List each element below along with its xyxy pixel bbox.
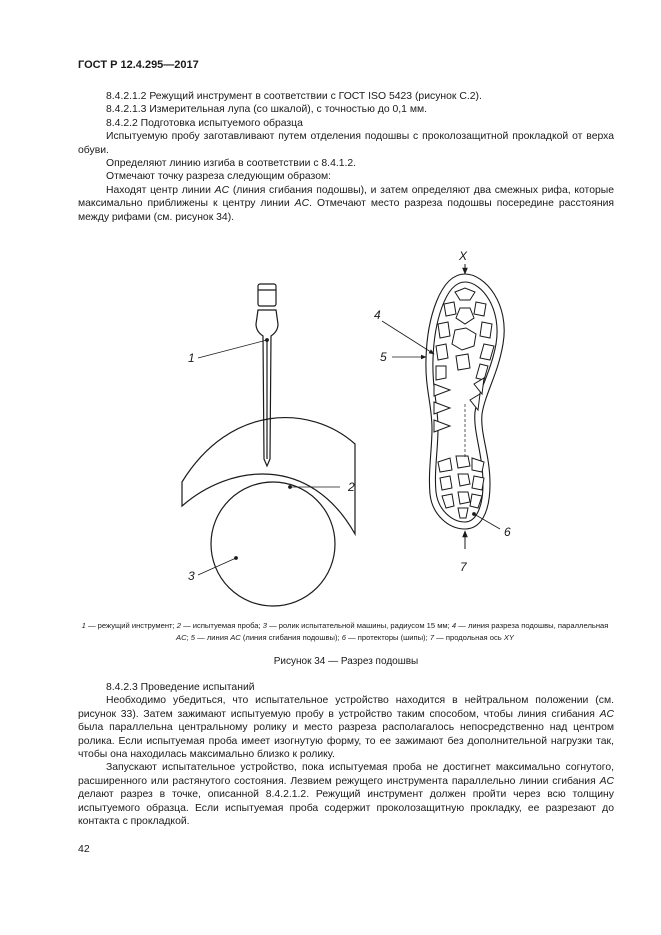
- label-7: 7: [460, 560, 467, 574]
- bottom-text-block: [78, 681, 614, 828]
- document-header: ГОСТ Р 12.4.295—2017: [78, 59, 199, 71]
- paragraph: 8.4.2.1.2 Режущий инструмент в соответствии с ГОСТ ISO 5423 (рисунок С.2).: [106, 91, 482, 102]
- section-heading: 8.4.2.3 Проведение испытаний: [106, 682, 255, 693]
- page-number: 42: [78, 843, 90, 855]
- paragraph: 8.4.2.2 Подготовка испытуемого образца: [106, 117, 303, 129]
- paragraph: Отмечают точку разреза следующим образом:: [106, 171, 332, 183]
- paragraph: Испытуемую пробу заготавливают путем отделения подошвы с проколозащитной прокладкой от верха обуви.: [78, 131, 614, 156]
- label-5: 5: [380, 350, 387, 364]
- protectors-heel: [438, 456, 484, 518]
- paragraph: Необходимо убедиться, что испытательное устройство находится в нейтральном положении (см. рисунок 33). Затем зажимают испытуемую пробу в устройство таким способом, чтобы линия сгибания AC была параллельна центральному ролику и место разреза располагалось непосредственно над центром ролика. Если испытуемая проба имеет изогнутую форму, то ее зажимают без дополнительной нагрузки так, чтобы она находилась максимально близко к ролику.: [78, 695, 614, 761]
- figure-title: Рисунок 34 — Разрез подошвы: [273, 656, 419, 667]
- sole-cut-diagram: [170, 244, 511, 583]
- label-4: 4: [374, 308, 381, 322]
- top-text-block: [78, 90, 614, 224]
- label-x: X: [459, 249, 468, 263]
- figure-34: [170, 244, 511, 583]
- paragraph: Находят центр линии AC (линия сгибания подошвы), и затем определяют два смежных рифа, которые максимально приближены к центру линии AC. Отмечают место разреза подошвы посередине расстояния между рифами (см. рисунок 34).: [78, 184, 614, 223]
- figure-legend: 1 — режущий инструмент; 2 — испытуемая проба; 3 — ролик испытательной машины, радиусом 15 мм; 4 — линия разреза подошвы, параллельная AC; 5 — линия AC (линия сгибания подошвы); 6 — протекторы (шипы); 7 — продольная ось XY: [81, 621, 609, 642]
- roller: [211, 482, 335, 606]
- cutting-tool: [256, 284, 278, 466]
- paragraph: 8.4.2.1.3 Измерительная лупа (со шкалой), с точностью до 0,1 мм.: [106, 104, 428, 116]
- paragraph: Определяют линию изгиба в соответствии с 8.4.1.2.: [106, 158, 357, 170]
- paragraph: Запускают испытательное устройство, пока испытуемая проба не достигнет максимально согнутого, расширенного или растянутого состояния. Лезвием режущего инструмента параллельно линии сгибания AC делают разрез в точке, описанной 8.4.2.1.2. Режущий инструмент должен пройти через всю толщину испытуемого образца. Если испытуемая проба содержит проколозащитную прокладку, ее разрезают до контакта с прокладкой.: [78, 762, 614, 828]
- protectors-forefoot: [434, 288, 494, 432]
- label-2: 2: [348, 480, 355, 494]
- label-6: 6: [504, 525, 511, 539]
- label-1: 1: [188, 351, 195, 365]
- label-3: 3: [188, 569, 195, 583]
